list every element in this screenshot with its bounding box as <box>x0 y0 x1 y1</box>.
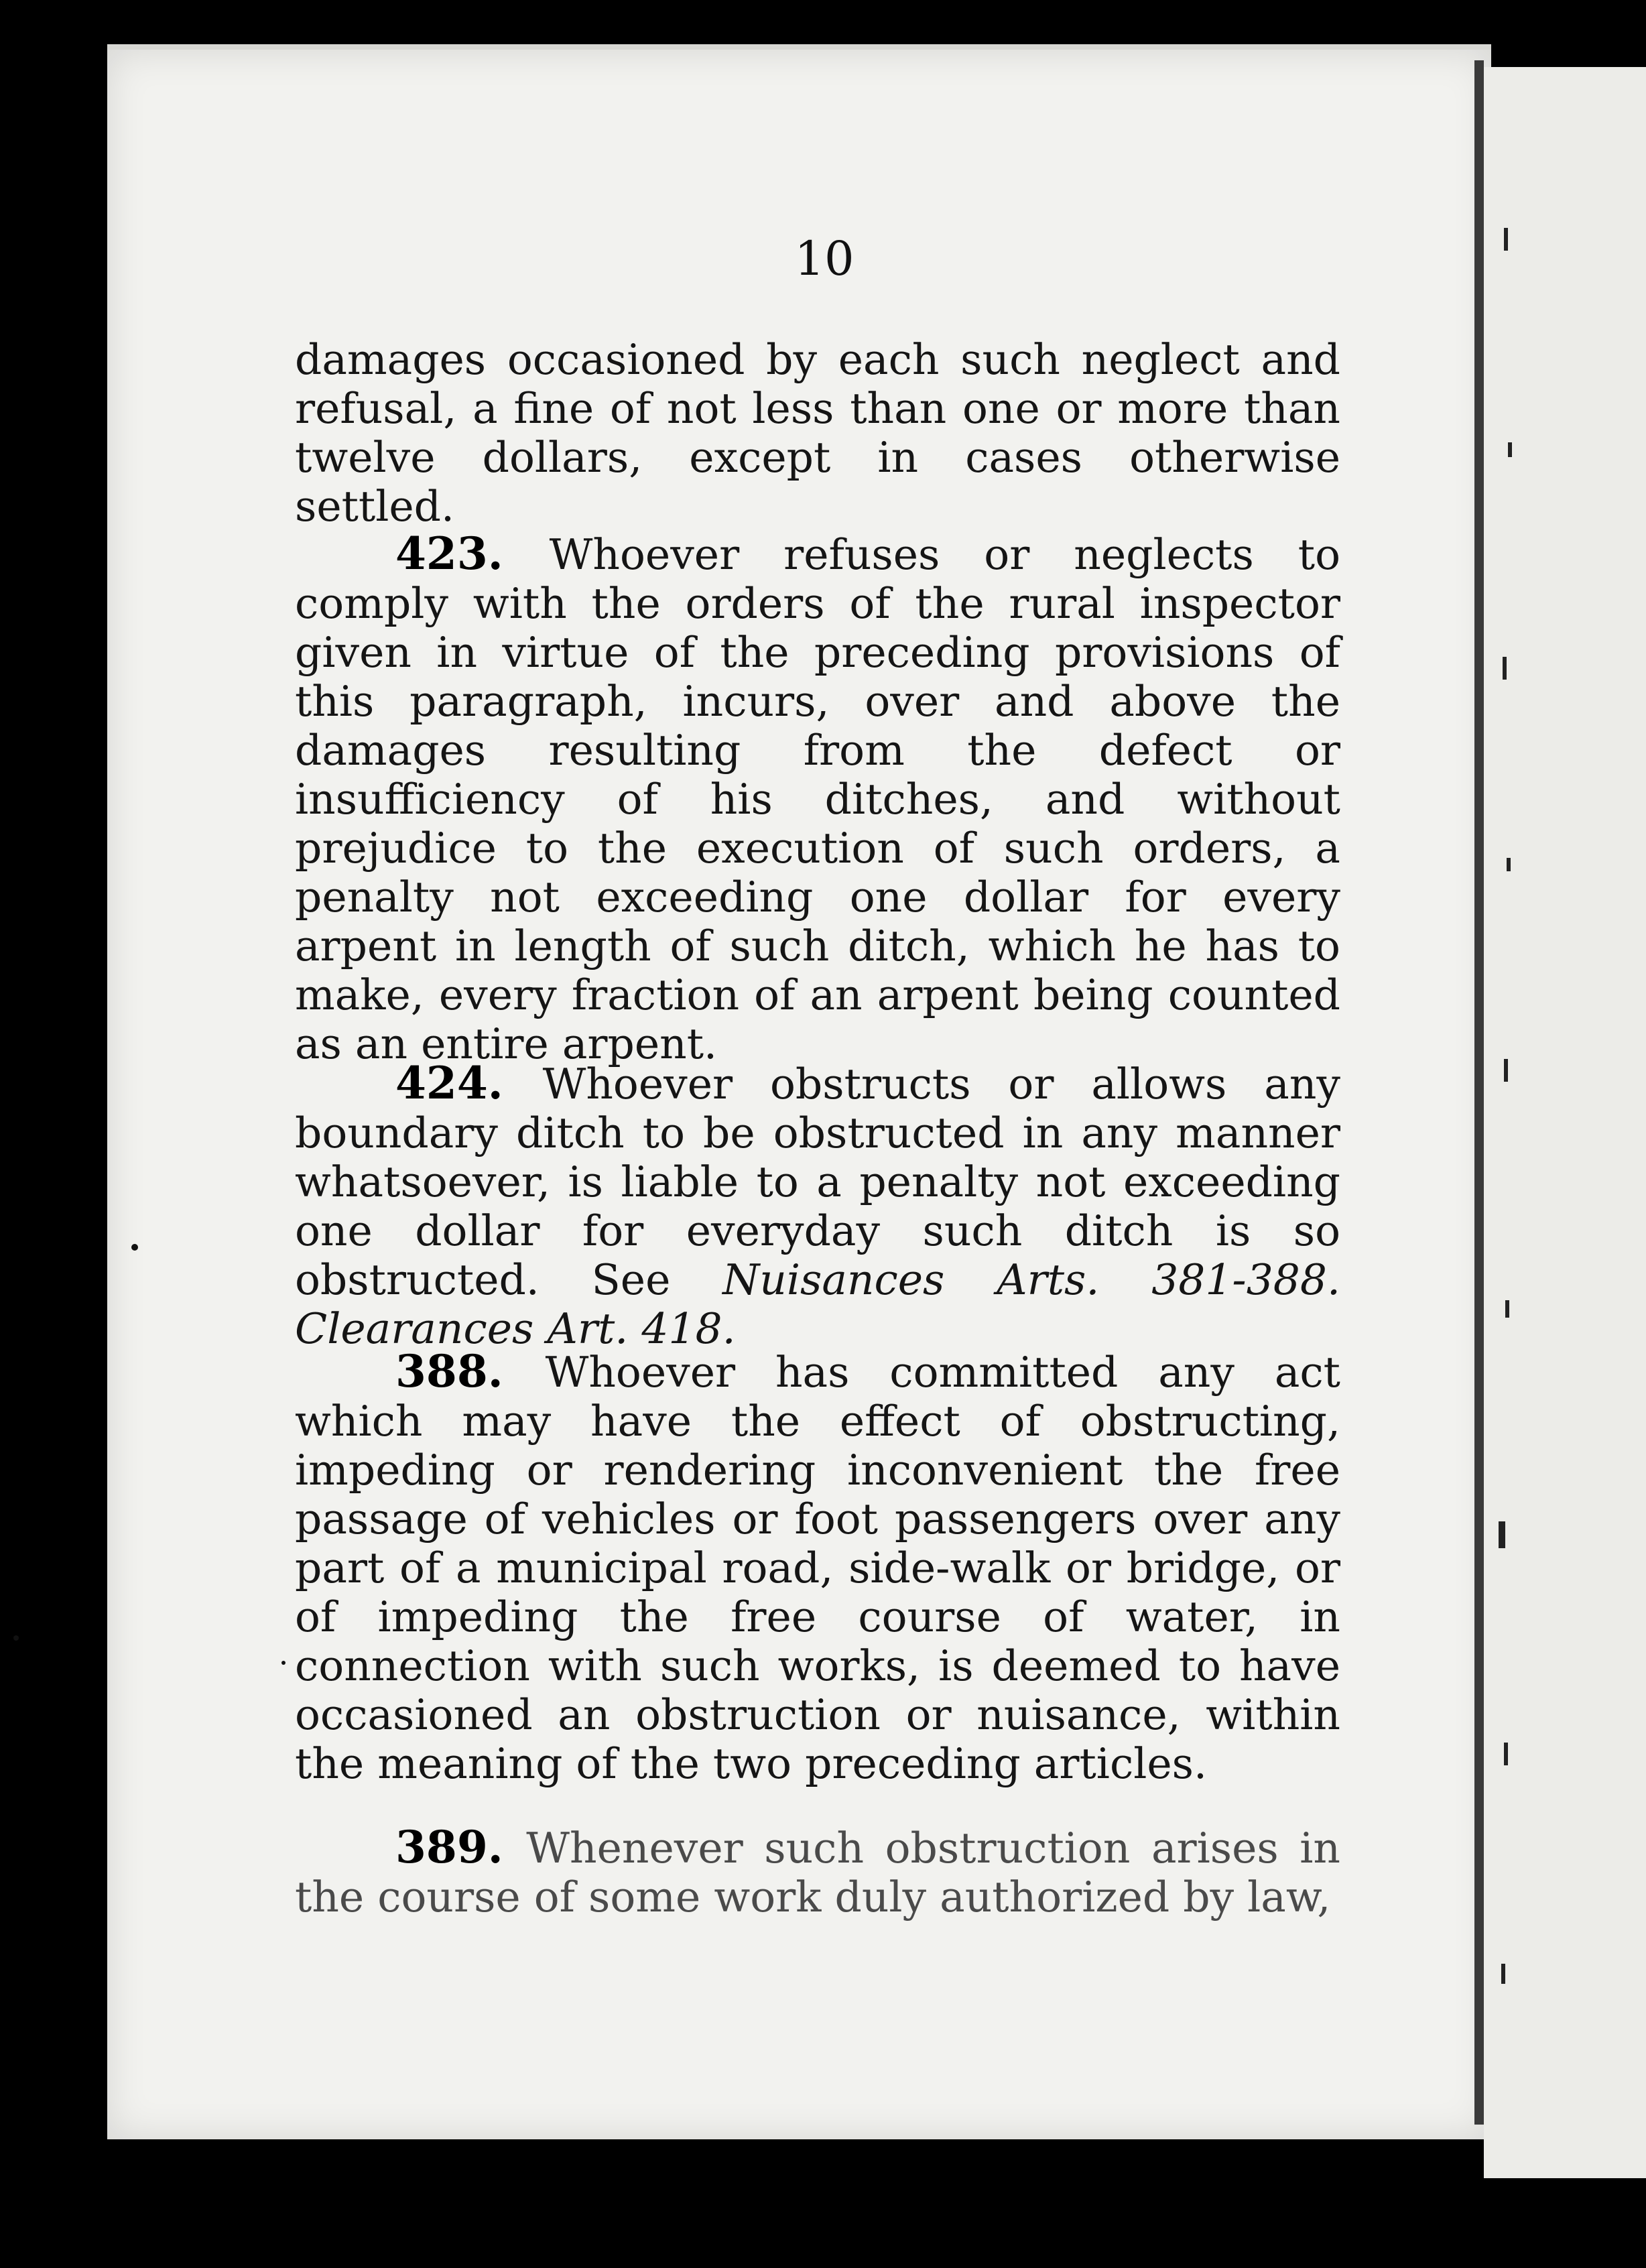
article-text: Whenever such obstruction arises in the course of some work duly authorized by law, <box>295 1824 1340 1922</box>
scan-speck <box>13 1635 19 1641</box>
article-number: 388 <box>395 1345 488 1397</box>
page-number: 10 <box>794 231 854 286</box>
article-424: 424. Whoever obstructs or allows any boundary ditch to be obstructed in any manner whatsoever, is liable to a penalty not exceeding one dollar for everyday such ditch is so obstructed. See Nuisances Arts. 381-388. Clearances Art. 418. <box>295 1057 1340 1353</box>
article-389: 389. Whenever such obstruction arises in the course of some work duly authorized by law, <box>295 1821 1340 1922</box>
article-text: Whoever refuses or neglects to comply with the orders of the rural inspector given in virtue of the preceding provisions of this paragraph, incurs, over and above the damages resulting from the defect or insufficiency of his ditches, and without prejudice to the execution of such orders, a penalty not exceeding one dollar for every arpent in length of such ditch, which he has to make, every fraction of an arpent being counted as an entire arpent. <box>295 530 1340 1068</box>
cross-reference: Nuisances Arts. 381-388. Clearances Art. 418. <box>295 1255 1340 1353</box>
see-prefix: See <box>591 1255 671 1304</box>
scan-speck <box>281 1661 286 1665</box>
paragraph-continuation <box>295 335 1340 531</box>
article-text: Whoever has committed any act which may have the effect of obstructing, impeding or rendering inconvenient the free passage of vehicles or foot passengers over any part of a municipal road, side-walk or bridge, or of impeding the free course of water, in connection with such works, is deemed to have occasioned an obstruction or nuisance, within the meaning of the two preceding articles. <box>295 1348 1340 1788</box>
scan-speck <box>131 1244 138 1251</box>
page-gutter <box>1474 60 1484 2125</box>
article-423: 423. Whoever refuses or neglects to comply with the orders of the rural inspector given in virtue of the preceding provisions of this paragraph, incurs, over and above the damages resulting from the defect or insufficiency of his ditches, and without prejudice to the execution of such orders, a penalty not exceeding one dollar for every arpent in length of such ditch, which he has to make, every fraction of an arpent being counted as an entire arpent. <box>295 527 1340 1068</box>
article-number: 424 <box>395 1057 488 1109</box>
adjacent-page-edge <box>1484 67 1646 2178</box>
article-number: 389 <box>395 1821 488 1873</box>
article-number: 423 <box>395 527 488 580</box>
article-text: Whoever obstructs or allows any boundary ditch to be obstructed in any manner whatsoever, is liable to a penalty not exceeding one dollar for everyday such ditch is so obstructed. <box>295 1060 1340 1304</box>
article-388: 388. Whoever has committed any act which may have the effect of obstructing, impeding or rendering inconvenient the free passage of vehicles or foot passengers over any part of a municipal road, side-walk or bridge, or of impeding the free course of water, in connection with such works, is deemed to have occasioned an obstruction or nuisance, within the meaning of the two preceding articles. <box>295 1345 1340 1788</box>
paragraph-text: damages occasioned by each such neglect and refusal, a fine of not less than one or more than twelve dollars, except in cases otherwise settled. <box>295 335 1340 531</box>
